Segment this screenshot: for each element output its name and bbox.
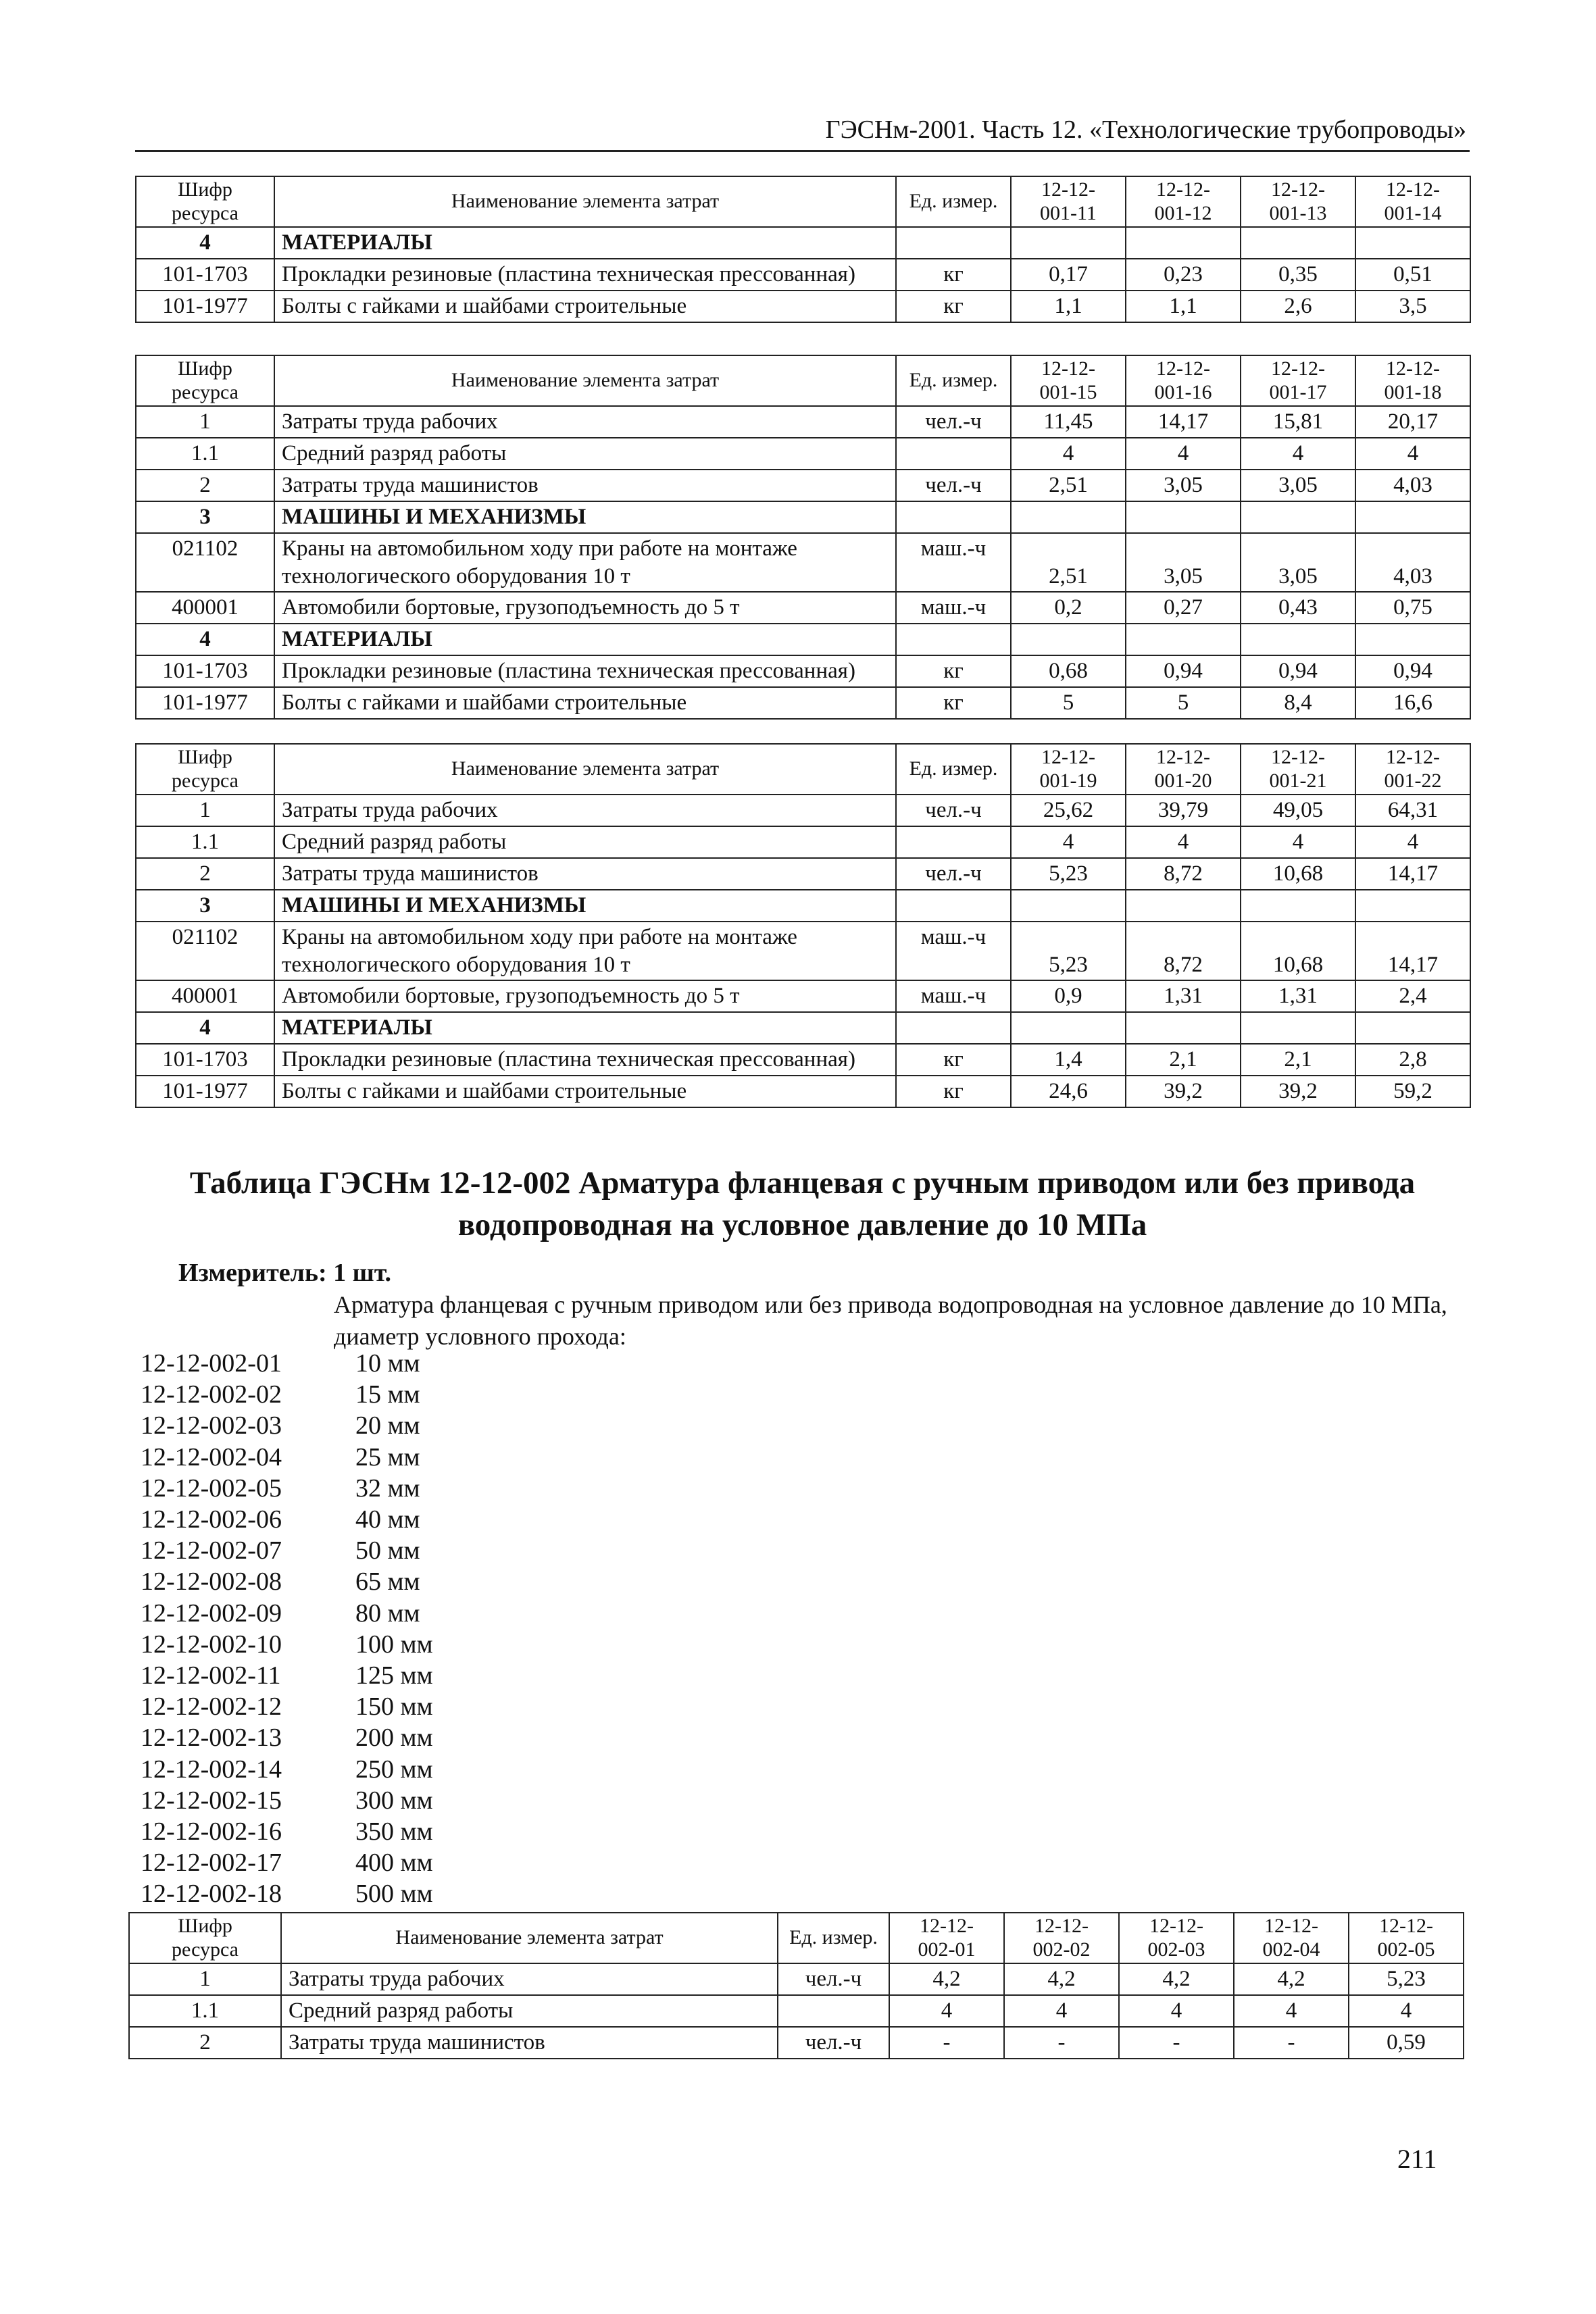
cost-element-name: Автомобили бортовые, грузоподъемность до 5 т <box>274 980 896 1012</box>
norm-value: 1,31 <box>1241 980 1355 1012</box>
item-diameter: 15 мм <box>355 1380 420 1409</box>
list-item <box>141 1473 433 1504</box>
list-item <box>141 1754 433 1785</box>
list-item <box>141 1878 433 1909</box>
norm-value: 5 <box>1126 687 1241 719</box>
norm-value <box>1241 227 1355 259</box>
header-unit: Ед. измер. <box>778 1913 889 1963</box>
unit: чел.-ч <box>778 1963 889 1995</box>
item-diameter: 40 мм <box>355 1505 420 1534</box>
unit <box>896 890 1011 922</box>
norm-value: 4 <box>1126 826 1241 858</box>
norm-value: 0,94 <box>1126 655 1241 687</box>
norm-value <box>1126 501 1241 533</box>
norm-value: 49,05 <box>1241 795 1355 826</box>
item-code: 12-12-002-15 <box>141 1786 282 1815</box>
header-col: 12-12- 002-04 <box>1234 1913 1349 1963</box>
table-row <box>136 922 1470 981</box>
list-item <box>141 1722 433 1753</box>
header-unit: Ед. измер. <box>896 176 1011 227</box>
table-row <box>136 501 1470 533</box>
norm-value: 3,05 <box>1126 470 1241 501</box>
header-name: Наименование элемента затрат <box>281 1913 778 1963</box>
norm-value <box>1241 890 1355 922</box>
norm-value <box>1011 501 1126 533</box>
norm-value: 4,2 <box>1119 1963 1234 1995</box>
item-diameter: 80 мм <box>355 1599 420 1628</box>
norm-value <box>1011 890 1126 922</box>
table-row <box>129 1963 1464 1995</box>
norm-value <box>1355 501 1470 533</box>
table-row <box>129 2027 1464 2059</box>
cost-element-name: Прокладки резиновые (пластина техническая прессованная) <box>274 1044 896 1076</box>
list-item <box>141 1691 433 1722</box>
norm-value: 4 <box>1004 1995 1119 2027</box>
norm-value: 39,2 <box>1241 1076 1355 1107</box>
norm-value: 3,5 <box>1355 291 1470 322</box>
resource-code: 2 <box>129 2027 281 2059</box>
norm-value <box>1241 1012 1355 1044</box>
unit <box>896 501 1011 533</box>
section-description: Арматура фланцевая с ручным приводом или без привода водопроводная на условное давление до 10 МПа, диаметр условного прохода: <box>334 1291 1447 1350</box>
unit: кг <box>896 259 1011 291</box>
item-diameter: 25 мм <box>355 1442 420 1472</box>
norm-value <box>1011 1012 1126 1044</box>
list-item <box>141 1660 433 1691</box>
norm-value <box>1011 624 1126 655</box>
table-row <box>129 1995 1464 2027</box>
cost-element-name: МАШИНЫ И МЕХАНИЗМЫ <box>274 501 896 533</box>
table-row <box>136 826 1470 858</box>
cost-element-name: Затраты труда рабочих <box>274 406 896 438</box>
header-col: 12-12- 001-14 <box>1355 176 1470 227</box>
norm-value: 4 <box>1241 826 1355 858</box>
table-row <box>136 687 1470 719</box>
cost-element-name: Болты с гайками и шайбами строительные <box>274 1076 896 1107</box>
norm-value: 3,05 <box>1241 470 1355 501</box>
norm-value: 25,62 <box>1011 795 1126 826</box>
item-diameter: 150 мм <box>355 1692 433 1721</box>
table-row <box>136 1044 1470 1076</box>
header-col: 12-12- 001-19 <box>1011 744 1126 795</box>
header-code: Шифр ресурса <box>136 176 274 227</box>
item-code: 12-12-002-12 <box>141 1692 282 1721</box>
item-code: 12-12-002-04 <box>141 1442 282 1472</box>
norm-value: - <box>1234 2027 1349 2059</box>
item-code: 12-12-002-10 <box>141 1630 282 1659</box>
item-code: 12-12-002-02 <box>141 1380 282 1409</box>
norm-value: 0,94 <box>1241 655 1355 687</box>
unit: чел.-ч <box>896 858 1011 890</box>
norm-value: 3,05 <box>1241 533 1355 593</box>
norm-value: 16,6 <box>1355 687 1470 719</box>
resource-table-001-19-22 <box>135 743 1471 1108</box>
unit <box>896 826 1011 858</box>
norm-value: - <box>889 2027 1004 2059</box>
item-code: 12-12-002-16 <box>141 1817 282 1846</box>
unit: кг <box>896 1044 1011 1076</box>
norm-value: 0,9 <box>1011 980 1126 1012</box>
norm-value: 0,51 <box>1355 259 1470 291</box>
list-item <box>141 1816 433 1847</box>
norm-value: 2,1 <box>1126 1044 1241 1076</box>
norm-value: 1,4 <box>1011 1044 1126 1076</box>
unit: кг <box>896 291 1011 322</box>
norm-value: 0,23 <box>1126 259 1241 291</box>
cost-element-name: Затраты труда рабочих <box>274 795 896 826</box>
table-row <box>136 1076 1470 1107</box>
norm-value: 2,51 <box>1011 470 1126 501</box>
resource-code: 1 <box>136 406 274 438</box>
cost-element-name: МАТЕРИАЛЫ <box>274 227 896 259</box>
header-col: 12-12- 002-03 <box>1119 1913 1234 1963</box>
item-diameter: 400 мм <box>355 1848 433 1878</box>
resource-code: 1.1 <box>129 1995 281 2027</box>
norm-value <box>1011 227 1126 259</box>
resource-code: 400001 <box>136 592 274 624</box>
header-name: Наименование элемента затрат <box>274 355 896 406</box>
resource-code: 2 <box>136 470 274 501</box>
unit <box>896 438 1011 470</box>
norm-value: 11,45 <box>1011 406 1126 438</box>
item-diameter: 200 мм <box>355 1724 433 1753</box>
resource-code: 4 <box>136 624 274 655</box>
norm-value: 0,43 <box>1241 592 1355 624</box>
table-row <box>136 858 1470 890</box>
list-item <box>141 1535 433 1566</box>
item-code: 12-12-002-01 <box>141 1349 282 1378</box>
norm-value: 4,03 <box>1355 533 1470 593</box>
norm-value: 5,23 <box>1011 858 1126 890</box>
table-row <box>136 980 1470 1012</box>
norm-value: 64,31 <box>1355 795 1470 826</box>
norm-value: 39,2 <box>1126 1076 1241 1107</box>
item-code: 12-12-002-08 <box>141 1567 282 1596</box>
item-diameter: 350 мм <box>355 1817 433 1846</box>
list-item <box>141 1379 433 1410</box>
table-row <box>136 1012 1470 1044</box>
resource-table-002-01-05 <box>128 1912 1464 2059</box>
norm-value: 2,4 <box>1355 980 1470 1012</box>
norm-value: 0,17 <box>1011 259 1126 291</box>
resource-code: 101-1977 <box>136 291 274 322</box>
norm-value: 0,59 <box>1349 2027 1464 2059</box>
norm-value: 4 <box>1355 438 1470 470</box>
norm-value <box>1355 624 1470 655</box>
unit <box>896 227 1011 259</box>
unit: чел.-ч <box>778 2027 889 2059</box>
measure-unit: Измеритель: 1 шт. <box>178 1259 392 1287</box>
list-item <box>141 1598 433 1629</box>
resource-code: 400001 <box>136 980 274 1012</box>
table-title-line1: Таблица ГЭСНм 12-12-002 Арматура фланцевая с ручным приводом или без привода <box>189 1165 1416 1201</box>
norm-value: 4 <box>1355 826 1470 858</box>
list-item <box>141 1847 433 1878</box>
unit <box>896 624 1011 655</box>
cost-element-name: МАШИНЫ И МЕХАНИЗМЫ <box>274 890 896 922</box>
table-row <box>136 406 1470 438</box>
unit: маш.-ч <box>896 533 1011 593</box>
resource-code: 1 <box>129 1963 281 1995</box>
norm-value: 14,17 <box>1355 858 1470 890</box>
norm-value: 8,72 <box>1126 858 1241 890</box>
unit: маш.-ч <box>896 980 1011 1012</box>
resource-code: 021102 <box>136 533 274 593</box>
norm-value: 20,17 <box>1355 406 1470 438</box>
norm-value: - <box>1004 2027 1119 2059</box>
resource-code: 101-1977 <box>136 1076 274 1107</box>
list-item <box>141 1504 433 1535</box>
header-name: Наименование элемента затрат <box>274 176 896 227</box>
item-code-list <box>141 1348 433 1910</box>
header-col: 12-12- 001-12 <box>1126 176 1241 227</box>
resource-code: 3 <box>136 890 274 922</box>
header-col: 12-12- 002-02 <box>1004 1913 1119 1963</box>
header-col: 12-12- 001-15 <box>1011 355 1126 406</box>
norm-value: 10,68 <box>1241 922 1355 981</box>
norm-value: 1,31 <box>1126 980 1241 1012</box>
norm-value: 8,4 <box>1241 687 1355 719</box>
unit: чел.-ч <box>896 406 1011 438</box>
norm-value: 24,6 <box>1011 1076 1126 1107</box>
header-code: Шифр ресурса <box>136 744 274 795</box>
norm-value: 4 <box>1011 826 1126 858</box>
norm-value <box>1126 1012 1241 1044</box>
item-diameter: 300 мм <box>355 1786 433 1815</box>
header-unit: Ед. измер. <box>896 744 1011 795</box>
item-diameter: 32 мм <box>355 1474 420 1503</box>
table-row <box>136 227 1470 259</box>
item-code: 12-12-002-07 <box>141 1536 282 1565</box>
norm-value: 0,35 <box>1241 259 1355 291</box>
item-diameter: 10 мм <box>355 1349 420 1378</box>
item-code: 12-12-002-17 <box>141 1848 282 1878</box>
resource-code: 4 <box>136 227 274 259</box>
table-title <box>135 1162 1470 1246</box>
norm-value: 4,03 <box>1355 470 1470 501</box>
norm-value: 0,75 <box>1355 592 1470 624</box>
cost-element-name: МАТЕРИАЛЫ <box>274 1012 896 1044</box>
table-row <box>136 470 1470 501</box>
header-col: 12-12- 001-13 <box>1241 176 1355 227</box>
norm-value: 8,72 <box>1126 922 1241 981</box>
cost-element-name: Затраты труда машинистов <box>274 470 896 501</box>
table-row <box>136 655 1470 687</box>
header-col: 12-12- 001-20 <box>1126 744 1241 795</box>
resource-code: 3 <box>136 501 274 533</box>
norm-value: 1,1 <box>1011 291 1126 322</box>
resource-code: 1.1 <box>136 438 274 470</box>
header-col: 12-12- 001-18 <box>1355 355 1470 406</box>
table-row <box>136 438 1470 470</box>
unit <box>896 1012 1011 1044</box>
norm-value: - <box>1119 2027 1234 2059</box>
header-col: 12-12- 001-21 <box>1241 744 1355 795</box>
norm-value: 39,79 <box>1126 795 1241 826</box>
cost-element-name: МАТЕРИАЛЫ <box>274 624 896 655</box>
header-code: Шифр ресурса <box>136 355 274 406</box>
cost-element-name: Краны на автомобильном ходу при работе на монтаже технологического оборудования 10 т <box>274 922 896 981</box>
cost-element-name: Затраты труда рабочих <box>281 1963 778 1995</box>
unit: маш.-ч <box>896 922 1011 981</box>
norm-value <box>1126 227 1241 259</box>
list-item <box>141 1442 433 1473</box>
norm-value: 15,81 <box>1241 406 1355 438</box>
item-code: 12-12-002-06 <box>141 1505 282 1534</box>
norm-value: 10,68 <box>1241 858 1355 890</box>
item-code: 12-12-002-05 <box>141 1474 282 1503</box>
table-header-row <box>136 355 1470 406</box>
header-col: 12-12- 002-01 <box>889 1913 1004 1963</box>
cost-element-name: Болты с гайками и шайбами строительные <box>274 291 896 322</box>
norm-value: 4,2 <box>1004 1963 1119 1995</box>
norm-value <box>1355 1012 1470 1044</box>
cost-element-name: Болты с гайками и шайбами строительные <box>274 687 896 719</box>
unit: маш.-ч <box>896 592 1011 624</box>
norm-value: 4 <box>1234 1995 1349 2027</box>
norm-value: 4 <box>1119 1995 1234 2027</box>
unit: кг <box>896 655 1011 687</box>
norm-value: 0,94 <box>1355 655 1470 687</box>
resource-code: 021102 <box>136 922 274 981</box>
resource-code: 4 <box>136 1012 274 1044</box>
resource-code: 101-1703 <box>136 655 274 687</box>
norm-value: 2,51 <box>1011 533 1126 593</box>
table-row <box>136 795 1470 826</box>
cost-element-name: Средний разряд работы <box>274 438 896 470</box>
norm-value: 5,23 <box>1011 922 1126 981</box>
norm-value: 4 <box>1126 438 1241 470</box>
table-row <box>136 624 1470 655</box>
norm-value <box>1241 624 1355 655</box>
norm-value: 14,17 <box>1126 406 1241 438</box>
cost-element-name: Прокладки резиновые (пластина техническая прессованная) <box>274 259 896 291</box>
cost-element-name: Затраты труда машинистов <box>281 2027 778 2059</box>
norm-value: 4,2 <box>1234 1963 1349 1995</box>
norm-value: 4 <box>1349 1995 1464 2027</box>
cost-element-name: Средний разряд работы <box>281 1995 778 2027</box>
item-diameter: 250 мм <box>355 1755 433 1784</box>
norm-value: 4 <box>1011 438 1126 470</box>
cost-element-name: Затраты труда машинистов <box>274 858 896 890</box>
table-row <box>136 291 1470 322</box>
header-col: 12-12- 001-22 <box>1355 744 1470 795</box>
norm-value: 5,23 <box>1349 1963 1464 1995</box>
header-col: 12-12- 002-05 <box>1349 1913 1464 1963</box>
header-col: 12-12- 001-17 <box>1241 355 1355 406</box>
unit <box>778 1995 889 2027</box>
norm-value: 5 <box>1011 687 1126 719</box>
header-col: 12-12- 001-11 <box>1011 176 1126 227</box>
resource-code: 101-1703 <box>136 259 274 291</box>
unit: кг <box>896 1076 1011 1107</box>
unit: кг <box>896 687 1011 719</box>
header-code: Шифр ресурса <box>129 1913 281 1963</box>
item-diameter: 50 мм <box>355 1536 420 1565</box>
item-diameter: 65 мм <box>355 1567 420 1596</box>
cost-element-name: Прокладки резиновые (пластина техническая прессованная) <box>274 655 896 687</box>
table-row <box>136 592 1470 624</box>
norm-value: 0,68 <box>1011 655 1126 687</box>
item-diameter: 20 мм <box>355 1411 420 1440</box>
norm-value <box>1355 227 1470 259</box>
table-row <box>136 890 1470 922</box>
item-diameter: 125 мм <box>355 1661 433 1690</box>
norm-value: 3,05 <box>1126 533 1241 593</box>
cost-element-name: Краны на автомобильном ходу при работе на монтаже технологического оборудования 10 т <box>274 533 896 593</box>
item-diameter: 500 мм <box>355 1880 433 1909</box>
resource-table-001-15-18 <box>135 355 1471 720</box>
item-code: 12-12-002-14 <box>141 1755 282 1784</box>
item-code: 12-12-002-18 <box>141 1880 282 1909</box>
item-code: 12-12-002-11 <box>141 1661 281 1690</box>
list-item <box>141 1566 433 1597</box>
norm-value: 2,6 <box>1241 291 1355 322</box>
norm-value: 1,1 <box>1126 291 1241 322</box>
table-header-row <box>129 1913 1464 1963</box>
item-diameter: 100 мм <box>355 1630 433 1659</box>
resource-code: 101-1977 <box>136 687 274 719</box>
norm-value <box>1126 890 1241 922</box>
resource-table-001-11-14 <box>135 176 1471 323</box>
list-item <box>141 1348 433 1379</box>
norm-value: 2,8 <box>1355 1044 1470 1076</box>
norm-value: 59,2 <box>1355 1076 1470 1107</box>
resource-code: 2 <box>136 858 274 890</box>
item-code: 12-12-002-13 <box>141 1724 282 1753</box>
table-row <box>136 259 1470 291</box>
norm-value: 4,2 <box>889 1963 1004 1995</box>
unit: чел.-ч <box>896 470 1011 501</box>
table-header-row <box>136 176 1470 227</box>
table-header-row <box>136 744 1470 795</box>
table-row <box>136 533 1470 593</box>
unit: чел.-ч <box>896 795 1011 826</box>
resource-code: 101-1703 <box>136 1044 274 1076</box>
norm-value <box>1126 624 1241 655</box>
table-title-line2: водопроводная на условное давление до 10 МПа <box>457 1207 1147 1243</box>
resource-code: 1 <box>136 795 274 826</box>
list-item <box>141 1785 433 1816</box>
list-item <box>141 1629 433 1660</box>
norm-value: 0,27 <box>1126 592 1241 624</box>
norm-value <box>1355 890 1470 922</box>
header-rule <box>135 150 1470 152</box>
norm-value: 2,1 <box>1241 1044 1355 1076</box>
resource-code: 1.1 <box>136 826 274 858</box>
header-unit: Ед. измер. <box>896 355 1011 406</box>
norm-value: 4 <box>1241 438 1355 470</box>
running-header: ГЭСНм-2001. Часть 12. «Технологические трубопроводы» <box>825 116 1466 144</box>
cost-element-name: Средний разряд работы <box>274 826 896 858</box>
header-name: Наименование элемента затрат <box>274 744 896 795</box>
page-number: 211 <box>1397 2144 1437 2174</box>
norm-value: 0,2 <box>1011 592 1126 624</box>
norm-value: 4 <box>889 1995 1004 2027</box>
header-col: 12-12- 001-16 <box>1126 355 1241 406</box>
cost-element-name: Автомобили бортовые, грузоподъемность до 5 т <box>274 592 896 624</box>
norm-value <box>1241 501 1355 533</box>
item-code: 12-12-002-03 <box>141 1411 282 1440</box>
list-item <box>141 1410 433 1441</box>
item-code: 12-12-002-09 <box>141 1599 282 1628</box>
norm-value: 14,17 <box>1355 922 1470 981</box>
